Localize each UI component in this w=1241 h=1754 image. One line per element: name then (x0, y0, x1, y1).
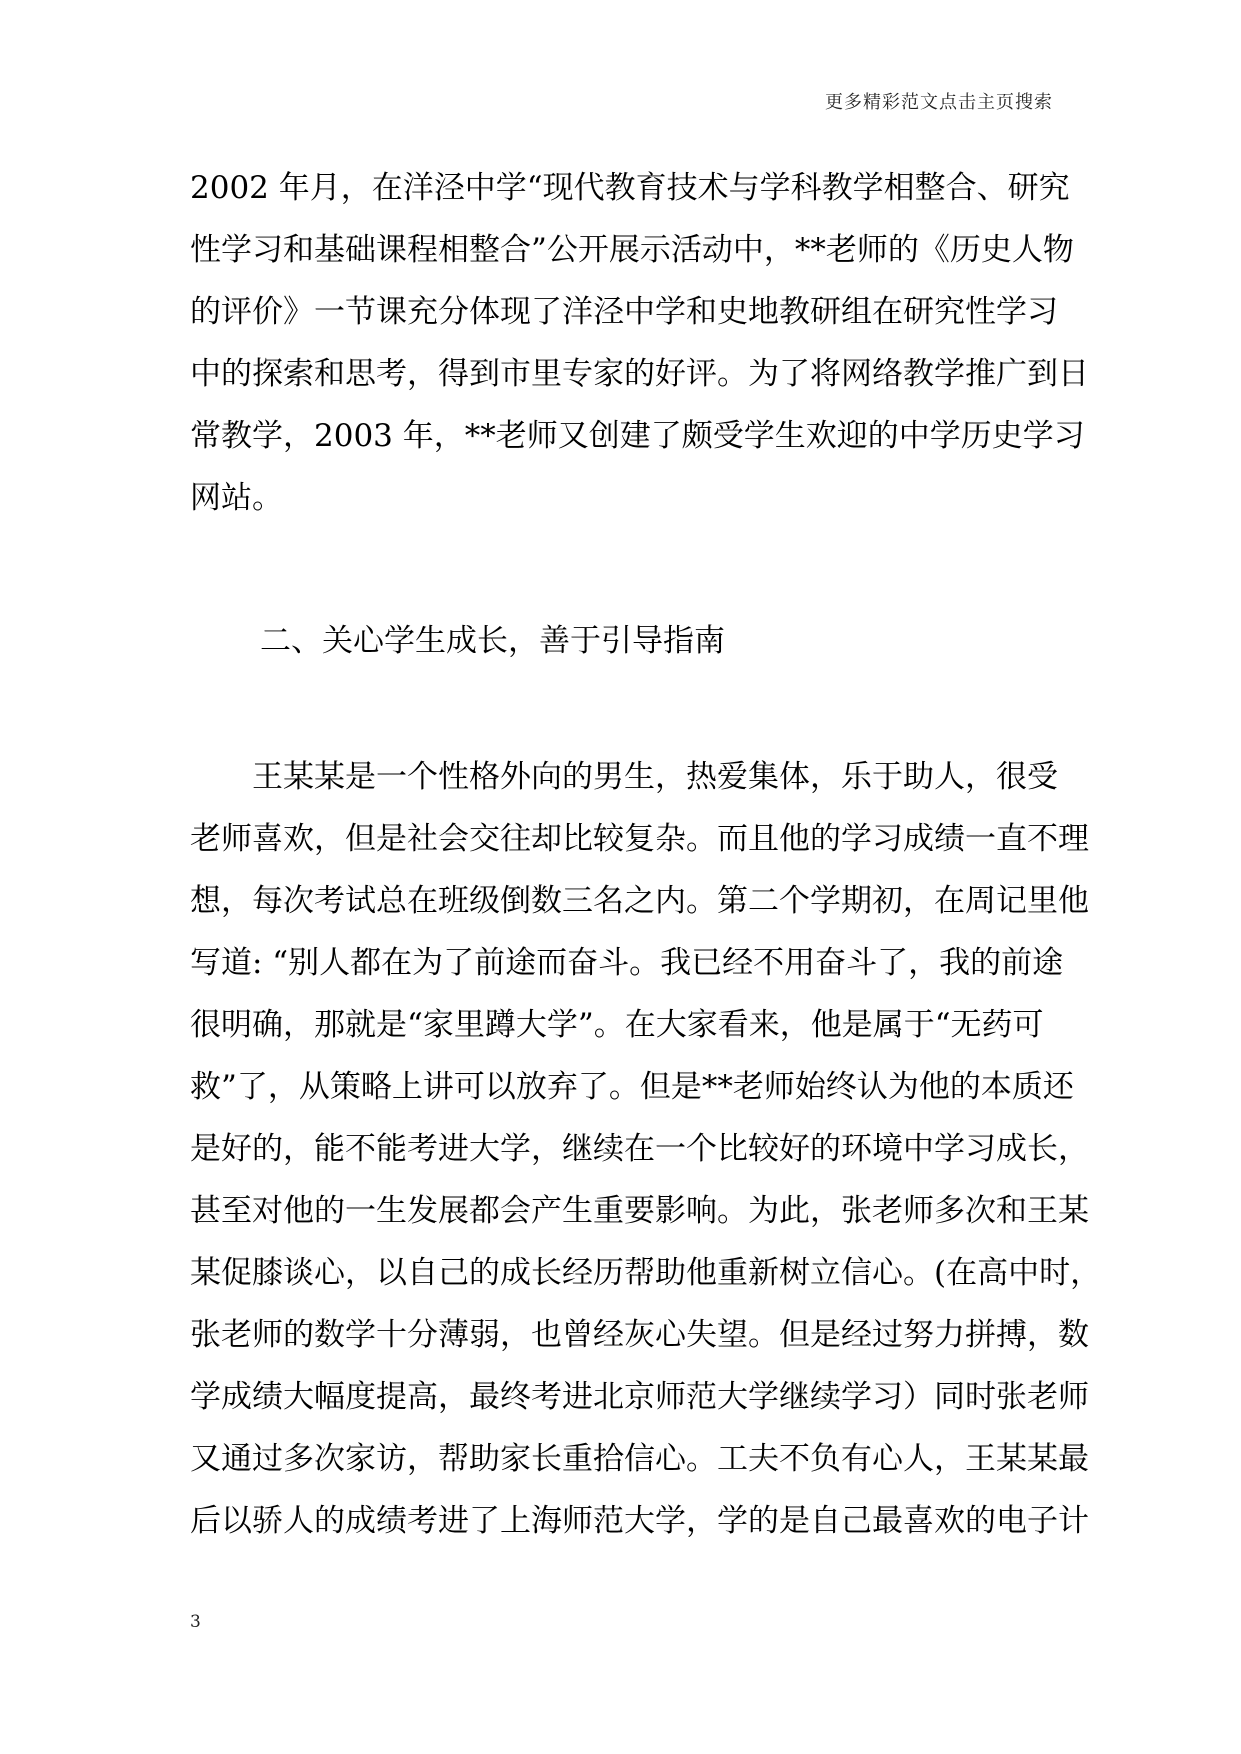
paragraph-line: 又通过多次家访，帮助家长重拾信心。工夫不负有心人，王某某最 (190, 1441, 1089, 1477)
paragraph-line: 常教学，2003 年，**老师又创建了颇受学生欢迎的中学历史学习 (190, 418, 1085, 454)
paragraph-line: 2002 年月，在洋泾中学“现代教育技术与学科教学相整合、研究 (190, 170, 1070, 206)
paragraph-line: 网站。 (190, 480, 283, 516)
paragraph-1 (190, 157, 1089, 529)
paragraph-line: 的评价》一节课充分体现了洋泾中学和史地教研组在研究性学习 (190, 294, 1058, 330)
paragraph-line: 性学习和基础课程相整合”公开展示活动中，**老师的《历史人物 (190, 232, 1074, 268)
paragraph-line: 是好的，能不能考进大学，继续在一个比较好的环境中学习成长， (190, 1131, 1089, 1167)
paragraph-line: 甚至对他的一生发展都会产生重要影响。为此，张老师多次和王某 (190, 1193, 1089, 1229)
paragraph-2 (190, 746, 1102, 1552)
paragraph-line: 写道: “别人都在为了前途而奋斗。我已经不用奋斗了，我的前途 (190, 945, 1064, 981)
paragraph-line: 中的探索和思考，得到市里专家的好评。为了将网络教学推广到日 (190, 356, 1089, 392)
paragraph-line: 救”了，从策略上讲可以放弃了。但是**老师始终认为他的本质还 (190, 1069, 1074, 1105)
paragraph-line: 学成绩大幅度提高，最终考进北京师范大学继续学习）同时张老师 (190, 1379, 1089, 1415)
header-note: 更多精彩范文点击主页搜索 (825, 92, 1053, 113)
page-number: 3 (190, 1612, 201, 1632)
paragraph-line: 张老师的数学十分薄弱，也曾经灰心失望。但是经过努力拼搏，数 (190, 1317, 1089, 1353)
paragraph-line: 想，每次考试总在班级倒数三名之内。第二个学期初，在周记里他 (190, 883, 1089, 919)
paragraph-line: 某促膝谈心，以自己的成长经历帮助他重新树立信心。(在高中时， (190, 1255, 1102, 1291)
paragraph-line: 后以骄人的成绩考进了上海师范大学，学的是自己最喜欢的电子计 (190, 1503, 1089, 1539)
paragraph-line: 很明确，那就是“家里蹲大学”。在大家看来，他是属于“无药可 (190, 1007, 1044, 1043)
paragraph-line: 老师喜欢，但是社会交往却比较复杂。而且他的学习成绩一直不理 (190, 821, 1089, 857)
paragraph-line: 王某某是一个性格外向的男生，热爱集体，乐于助人，很受 (190, 759, 1058, 795)
section-heading: 二、关心学生成长，善于引导指南 (260, 623, 725, 659)
